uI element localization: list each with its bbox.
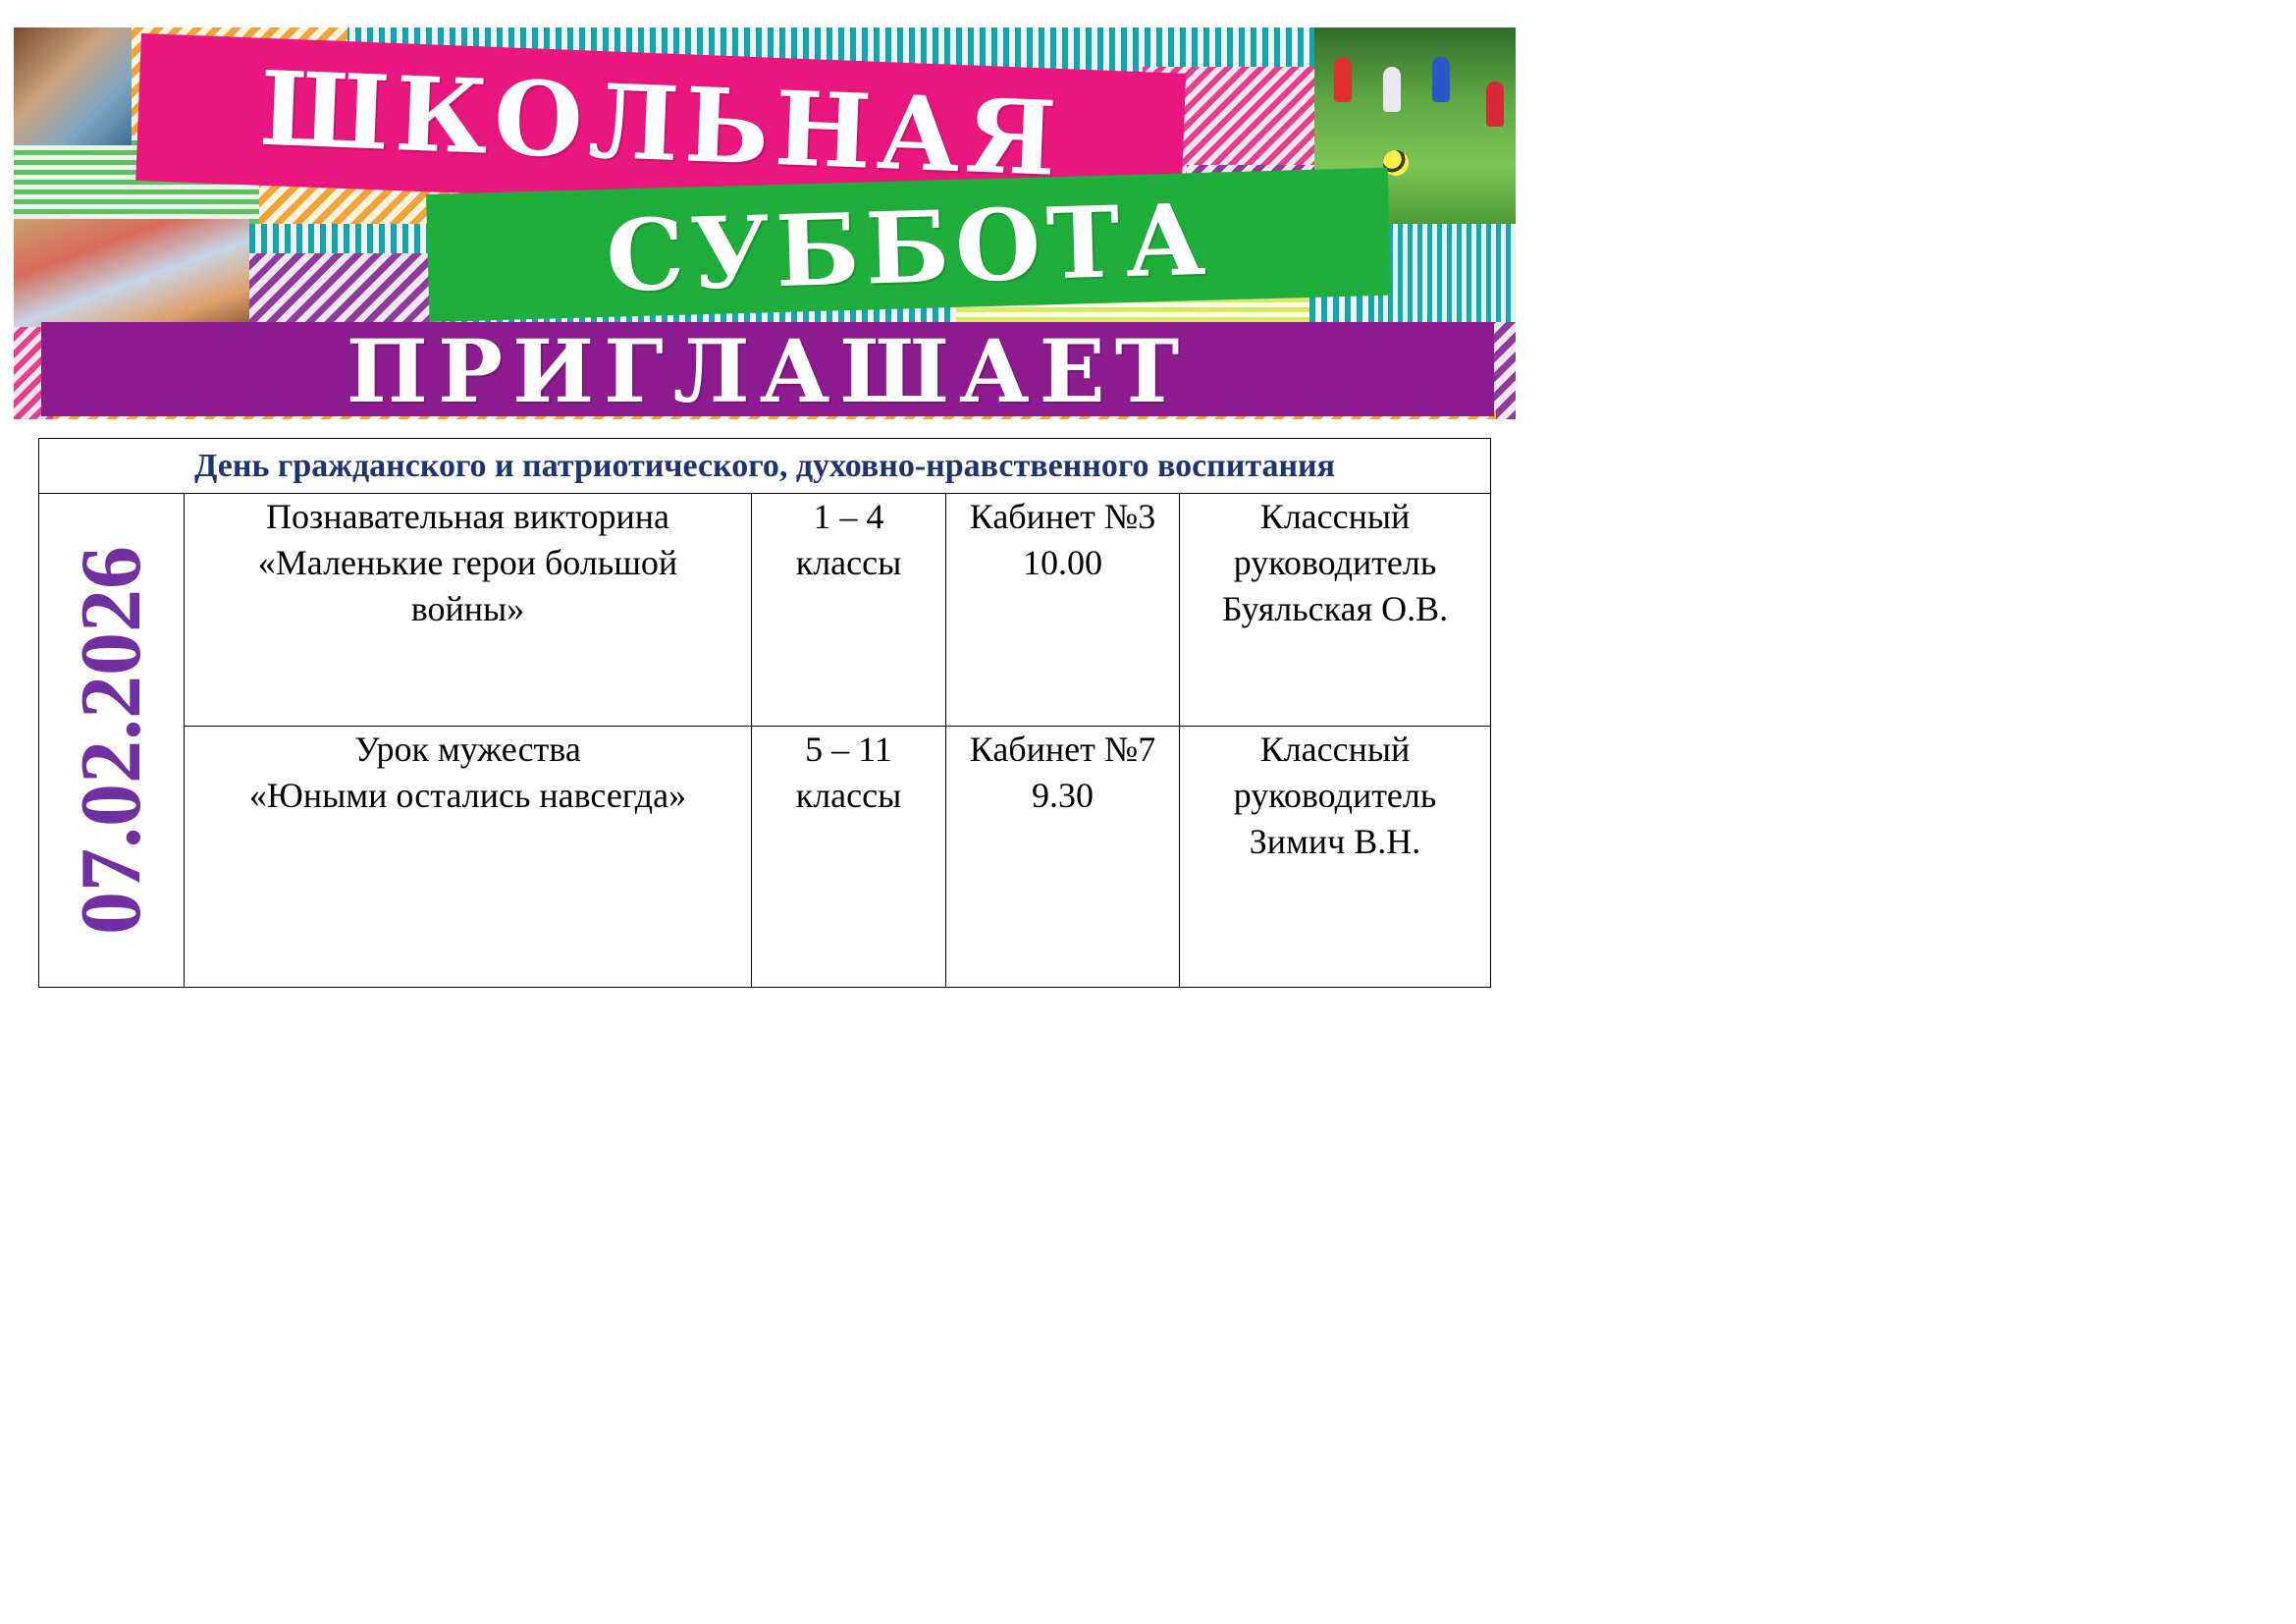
table-row xyxy=(39,494,1491,727)
banner-photo-students xyxy=(14,27,132,145)
date-cell xyxy=(39,494,185,988)
schedule-table xyxy=(38,438,1491,988)
schedule-heading: День гражданского и патриотического, духовно-нравственного воспитания xyxy=(39,439,1491,494)
player-figure xyxy=(1334,57,1352,102)
event-title-line: «Юными остались навсегда» xyxy=(248,776,687,815)
event-date: 07.02.2026 xyxy=(64,546,159,935)
event-grades-cell xyxy=(752,494,946,727)
banner-title-line-1: ШКОЛЬНАЯ xyxy=(135,33,1186,221)
table-row xyxy=(39,727,1491,988)
event-title-line: войны» xyxy=(410,589,525,628)
player-figure xyxy=(1432,57,1450,102)
event-time: 9.30 xyxy=(1032,776,1094,815)
banner-image xyxy=(14,27,1516,419)
event-title-line: «Маленькие герои большой xyxy=(257,543,678,582)
event-grades-label: классы xyxy=(795,776,902,815)
event-room: Кабинет №7 xyxy=(969,730,1156,769)
event-responsible-name: Зимич В.Н. xyxy=(1249,822,1421,861)
event-title-line: Урок мужества xyxy=(354,730,581,769)
event-title-cell xyxy=(185,727,752,988)
banner-stripe-pattern xyxy=(249,253,446,327)
event-responsible-name: Буяльская О.В. xyxy=(1221,589,1449,628)
event-responsible-line: Классный xyxy=(1259,730,1411,769)
event-place-cell xyxy=(946,494,1180,727)
banner-stripe-pattern xyxy=(1378,224,1516,332)
banner-title-line-2: СУББОТА xyxy=(426,168,1391,322)
event-grades-label: классы xyxy=(795,543,902,582)
event-responsible-cell xyxy=(1180,494,1491,727)
event-time: 10.00 xyxy=(1023,543,1102,582)
event-grades-cell xyxy=(752,727,946,988)
event-title-cell xyxy=(185,494,752,727)
banner-photo-classroom xyxy=(14,219,249,327)
event-responsible-line: руководитель xyxy=(1233,776,1437,815)
event-title-line: Познавательная викторина xyxy=(266,497,669,536)
banner-title-line-3: ПРИГЛАШАЕТ xyxy=(41,322,1494,416)
event-place-cell xyxy=(946,727,1180,988)
event-responsible-cell xyxy=(1180,727,1491,988)
event-room: Кабинет №3 xyxy=(969,497,1156,536)
event-responsible-line: руководитель xyxy=(1233,543,1437,582)
event-responsible-line: Классный xyxy=(1259,497,1411,536)
event-grades-range: 5 – 11 xyxy=(805,730,892,769)
player-figure xyxy=(1486,81,1504,127)
player-figure xyxy=(1383,67,1401,112)
event-grades-range: 1 – 4 xyxy=(813,497,884,536)
